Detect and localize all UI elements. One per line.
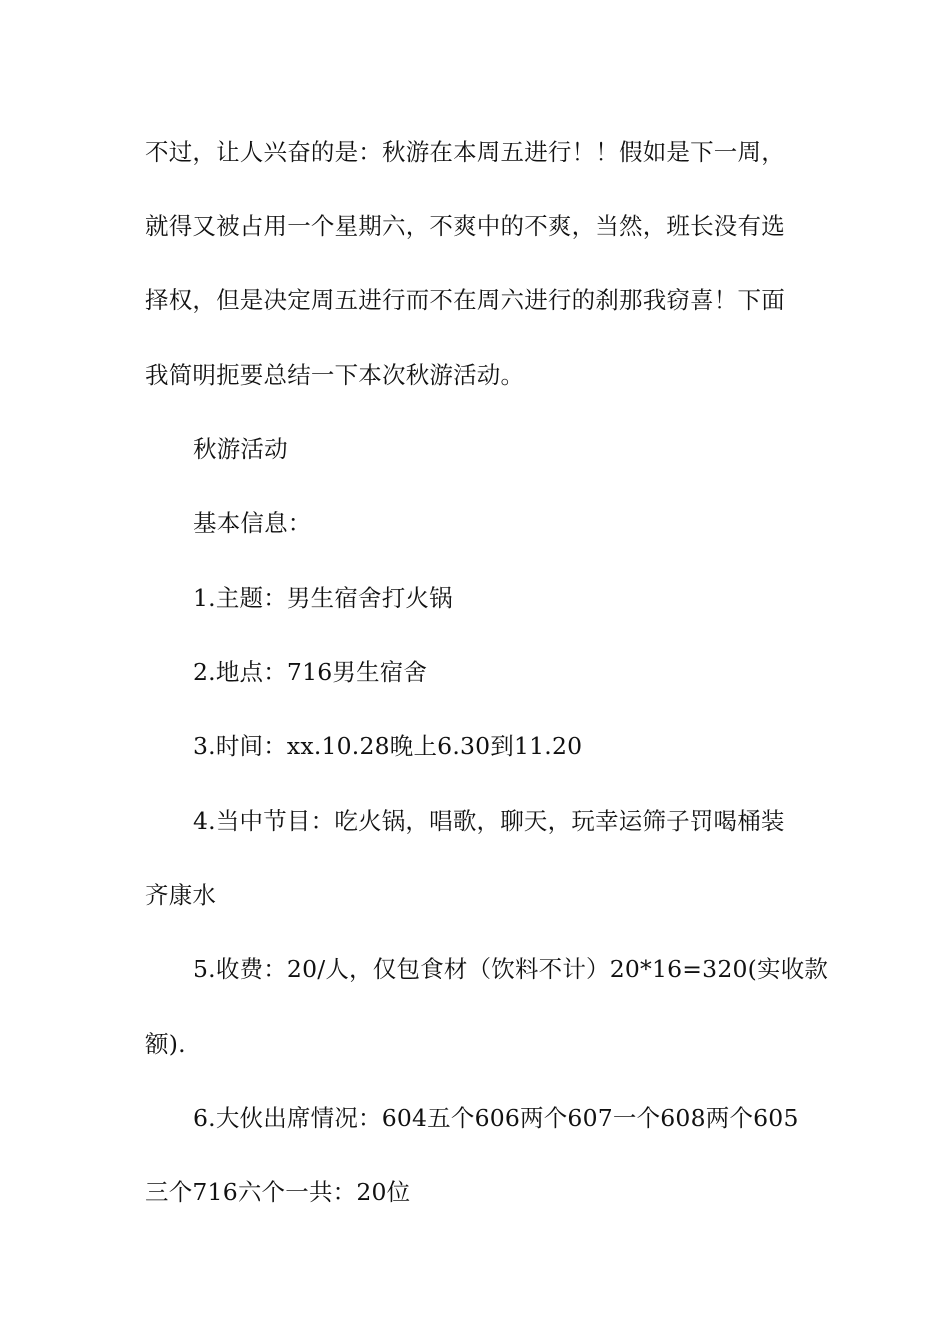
list-item: 5.收费：20/人，仅包食材（饮料不计）20*16=320(实收款 <box>193 955 829 983</box>
list-item: 4.当中节目：吃火锅，唱歌，聊天，玩幸运筛子罚喝桶装 <box>193 807 785 835</box>
list-item: 1.主题：男生宿舍打火锅 <box>193 584 453 612</box>
paragraph-line: 不过，让人兴奋的是：秋游在本周五进行！！假如是下一周， <box>145 138 785 166</box>
list-item: 6.大伙出席情况：604五个606两个607一个608两个605 <box>193 1104 799 1132</box>
paragraph-line: 就得又被占用一个星期六，不爽中的不爽，当然，班长没有选 <box>145 212 785 240</box>
subheading: 基本信息： <box>193 509 312 537</box>
section-heading: 秋游活动 <box>193 435 288 463</box>
paragraph-line: 我简明扼要总结一下本次秋游活动。 <box>145 361 525 389</box>
list-item: 3.时间：xx.10.28晚上6.30到11.20 <box>193 732 583 760</box>
paragraph-line: 择权，但是决定周五进行而不在周六进行的刹那我窃喜！下面 <box>145 286 785 314</box>
list-item: 2.地点：716男生宿舍 <box>193 658 428 686</box>
list-item-continuation: 额). <box>145 1030 186 1058</box>
list-item-continuation: 齐康水 <box>145 881 217 909</box>
list-item-continuation: 三个716六个一共：20位 <box>145 1178 411 1206</box>
